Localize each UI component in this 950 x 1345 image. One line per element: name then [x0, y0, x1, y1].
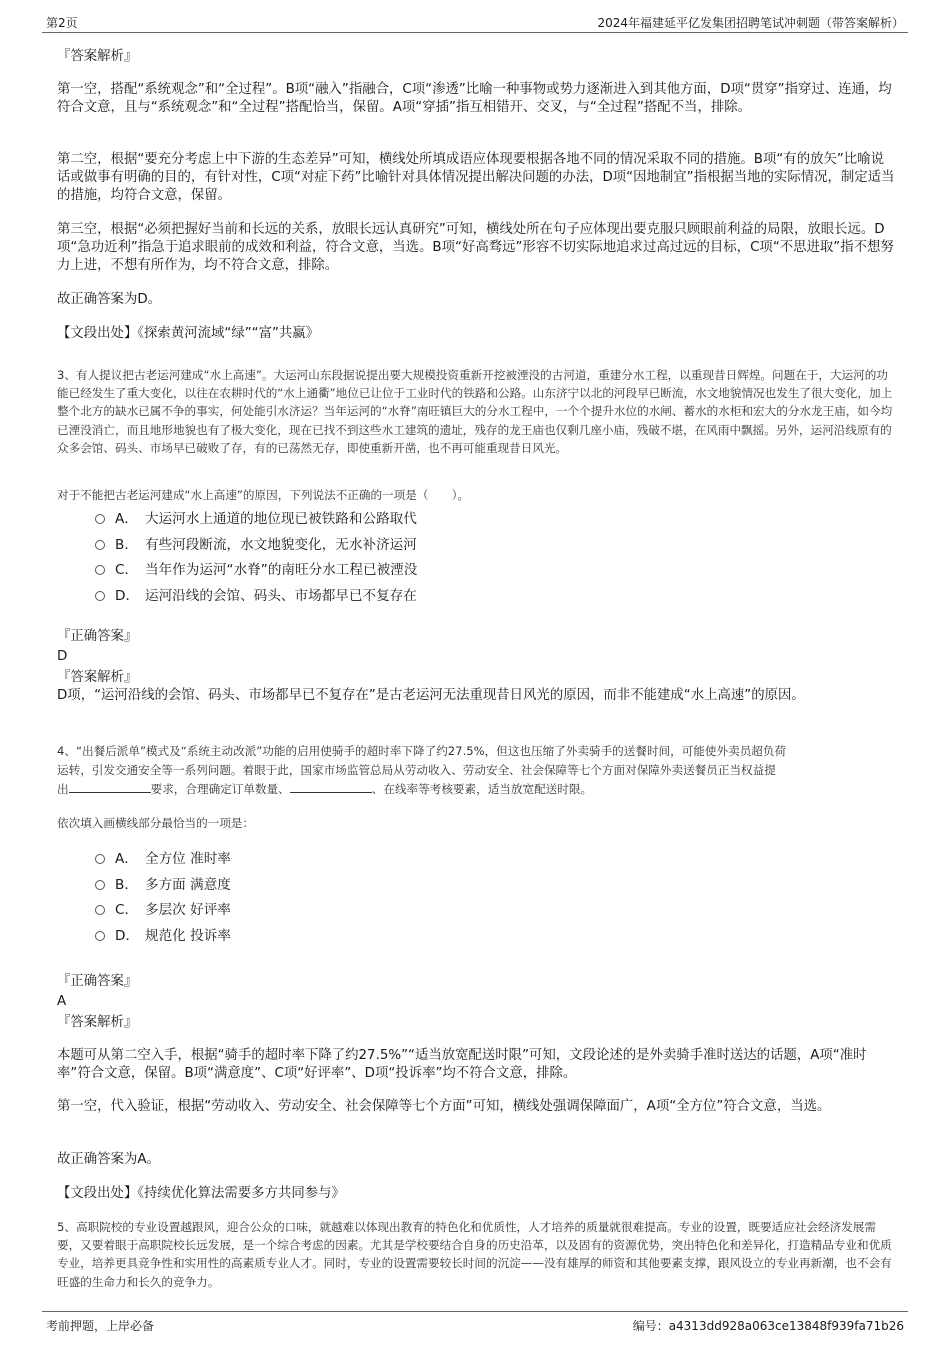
option-key: D．	[115, 928, 140, 944]
option-text: 多层次 好评率	[145, 902, 231, 918]
q3-option-a[interactable]	[95, 510, 417, 528]
option-text: 有些河段断流，水文地貌变化，无水补济运河	[145, 537, 417, 553]
q3-analysis: D项，“运河沿线的会馆、码头、市场都早已不复存在”是古老运河无法重现昔日风光的原因，而非不能建成“水上高速”的原因。	[57, 688, 805, 703]
q2-analysis-label: 『答案解析』	[57, 49, 138, 64]
q2-conclusion: 故正确答案为D。	[57, 292, 162, 307]
q4-stem-text: 、在线率等考核要素，适当放宽配送时限。	[371, 782, 593, 796]
radio-icon[interactable]	[95, 931, 105, 941]
radio-icon[interactable]	[95, 880, 105, 890]
q3-option-d[interactable]	[95, 587, 417, 605]
option-text: 全方位 准时率	[145, 851, 231, 867]
q4-answer-label: 『正确答案』	[57, 974, 138, 989]
option-text: 多方面 满意度	[145, 877, 231, 893]
q4-option-b[interactable]	[95, 876, 231, 894]
q2-source: 【文段出处】《探索黄河流域“绿”“富”共赢》	[57, 326, 320, 341]
q3-analysis-label: 『答案解析』	[57, 670, 138, 685]
q4-answer: A	[57, 994, 67, 1009]
blank-1[interactable]	[69, 781, 151, 793]
option-key: A．	[115, 851, 138, 867]
page-footer	[42, 1311, 908, 1334]
option-key: C．	[115, 902, 139, 918]
q4-option-d[interactable]	[95, 927, 231, 945]
radio-icon[interactable]	[95, 854, 105, 864]
document-title: 2024年福建延平亿发集团招聘笔试冲刺题（带答案解析）	[597, 16, 904, 30]
q4-conclusion: 故正确答案为A。	[57, 1152, 160, 1167]
radio-icon[interactable]	[95, 540, 105, 550]
q4-stem-line2: 运转，引发交通安全等一系列问题。着眼于此，国家市场监管总局从劳动收入、劳动安全、社会保障等七个方面对保障外卖送餐员正当权益提	[57, 763, 776, 777]
option-key: D．	[115, 588, 140, 604]
option-text: 当年作为运河“水脊”的南旺分水工程已被湮没	[145, 562, 418, 578]
q4-stem-line1: 4、“出餐后派单”模式及“系统主动改派”功能的启用使骑手的超时率下降了约27.5%，但这也压缩了外卖骑手的送餐时间，可能使外卖员超负荷	[57, 744, 787, 758]
option-key: A．	[115, 511, 138, 527]
q4-analysis-p1: 本题可从第二空入手，根据“骑手的超时率下降了约27.5%”“适当放宽配送时限”可知，文段论述的是外卖骑手准时送达的话题，A项“准时率”符合文意，保留。B项“满意度”、C项“好评率”、D项“投诉率”均不符合文意，排除。	[57, 1048, 867, 1081]
option-key: C．	[115, 562, 139, 578]
blank-2[interactable]	[290, 781, 372, 793]
q4-analysis-p2: 第一空，代入验证，根据“劳动收入、劳动安全、社会保障等七个方面”可知，横线处强调保障面广，A项“全方位”符合文意，当选。	[57, 1099, 831, 1114]
option-key: B．	[115, 877, 138, 893]
option-text: 运河沿线的会馆、码头、市场都早已不复存在	[145, 588, 417, 604]
document-id: 编号：a4313dd928a063ce13848f939fa71b26	[632, 1319, 904, 1333]
q3-stem: 3、有人提议把古老运河建成“水上高速”。大运河山东段据说提出要大规模投资重新开挖被湮没的古河道，重建分水工程，以重现昔日辉煌。问题在于，大运河的功能已经发生了重大变化，以往在农耕时代的“水上通衢”地位已让位于工业时代的铁路和公路。山东济宁以北的河段早已断流，水文地貌情况也发生了很大变化，加上整个北方的缺水已属不争的事实，何处能引水济运？当年运河的“水脊”南旺镇巨大的分水工程中，一个个提升水位的水闸、蓄水的水柜和宏大的分水龙王庙，如今均已湮没消亡，而且地形地貌也有了极大变化，现在已找不到这些水工建筑的遗址，残存的龙王庙也仅剩几座小庙，残破不堪，在风雨中飘摇。另外，运河沿线原有的众多会馆、码头、市场早已破败了存，有的已荡然无存，即使重新开凿，也不再可能重现昔日风光。	[57, 368, 893, 455]
q4-stem-line3	[57, 780, 897, 798]
q2-analysis-p2: 第二空，根据“要充分考虑上中下游的生态差异”可知，横线处所填成语应体现要根据各地不同的情况采取不同的措施。B项“有的放矢”比喻说话或做事有明确的目的，有针对性，C项“对症下药”比喻针对具体情况提出解决问题的办法，D项“因地制宜”指根据当地的实际情况，制定适当的措施，均符合文意，保留。	[57, 152, 895, 203]
radio-icon[interactable]	[95, 591, 105, 601]
page-number: 第2页	[46, 16, 78, 30]
q3-option-c[interactable]	[95, 561, 417, 579]
q2-analysis-p3: 第三空，根据“必须把握好当前和长远的关系，放眼长远认真研究”可知，横线处所在句子应体现出要克服只顾眼前利益的局限，放眼长远。D项“急功近利”指急于追求眼前的成效和利益，符合文意，当选。B项“好高骛远”形容不切实际地追求过高过远的目标，C项“不思进取”指不想努力上进，不想有所作为，均不符合文意，排除。	[57, 222, 894, 273]
q4-option-c[interactable]	[95, 901, 231, 919]
q4-source: 【文段出处】《持续优化算法需要多方共同参与》	[57, 1186, 345, 1201]
q5-stem: 5、高职院校的专业设置越跟风，迎合公众的口味，就越难以体现出教育的特色化和优质性，人才培养的质量就很难提高。专业的设置，既要适应社会经济发展需要，又要着眼于高职院校长远发展，是一个综合考虑的因素。尤其是学校要结合自身的历史沿革，以及固有的资源优势，突出特色化和差异化，打造精品专业和优质专业，培养更具竞争性和实用性的高素质专业人才。同时，专业的设置需要较长时间的沉淀——没有雄厚的师资和其他要素支撑，跟风设立的专业再新潮，也不会有旺盛的生命力和长久的竞争力。	[57, 1220, 892, 1289]
radio-icon[interactable]	[95, 514, 105, 524]
q2-analysis-p1: 第一空，搭配“系统观念”和“全过程”。B项“融入”指融合，C项“渗透”比喻一种事物或势力逐渐进入到其他方面，D项“贯穿”指穿过、连通，均符合文意，且与“系统观念”和“全过程”搭配恰当，保留。A项“穿插”指互相错开、交叉，与“全过程”搭配不当，排除。	[57, 82, 892, 115]
option-text: 大运河水上通道的地位现已被铁路和公路取代	[145, 511, 417, 527]
page-header	[42, 12, 908, 33]
q4-analysis-label: 『答案解析』	[57, 1015, 138, 1030]
footer-slogan: 考前押题，上岸必备	[46, 1319, 155, 1333]
q4-option-a[interactable]	[95, 850, 231, 868]
q4-stem-text: 要求，合理确定订单数量、	[150, 782, 290, 796]
q3-question: 对于不能把古老运河建成“水上高速”的原因，下列说法不正确的一项是（ ）。	[57, 488, 469, 502]
radio-icon[interactable]	[95, 905, 105, 915]
q3-answer: D	[57, 649, 68, 664]
q4-question: 依次填入画横线部分最恰当的一项是：	[57, 816, 255, 830]
radio-icon[interactable]	[95, 565, 105, 575]
option-key: B．	[115, 537, 138, 553]
q3-answer-label: 『正确答案』	[57, 629, 138, 644]
option-text: 规范化 投诉率	[145, 928, 231, 944]
q3-option-b[interactable]	[95, 536, 417, 554]
q4-stem-text: 出	[57, 782, 69, 796]
